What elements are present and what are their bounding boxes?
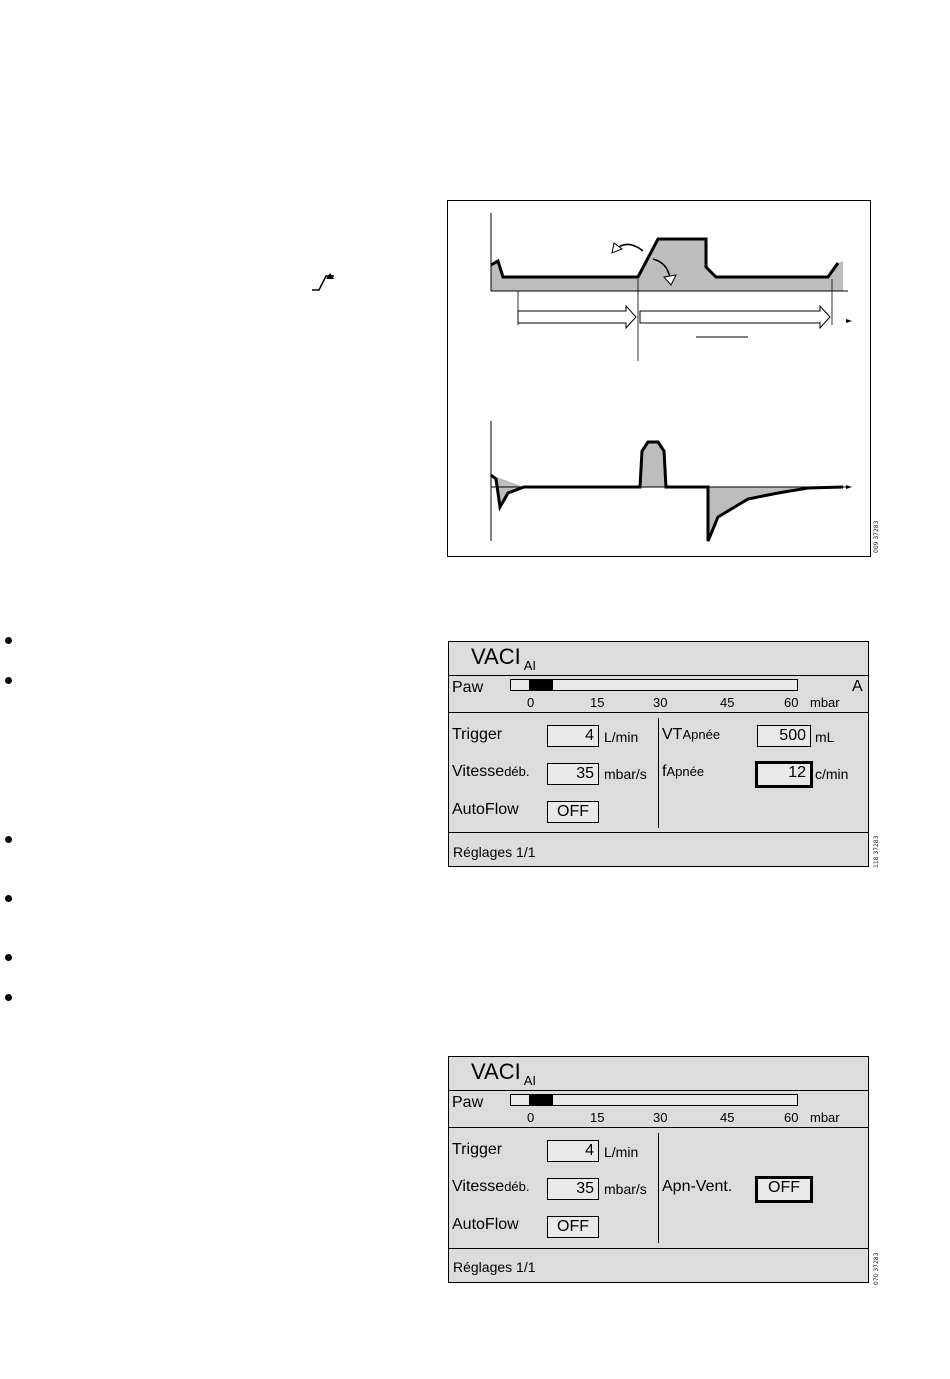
bullet-dot: [5, 637, 12, 644]
f-apnee-unit: c/min: [815, 766, 849, 782]
vitesse-label: Vitessedéb.: [452, 1178, 530, 1195]
vitesse-unit: mbar/s: [604, 1181, 647, 1197]
vitesse-field[interactable]: 35: [547, 763, 599, 785]
alarm-indicator: A: [852, 678, 863, 695]
mode-title: VACI $_{AI}$: [471, 1059, 537, 1088]
settings-page-indicator: Réglages 1/1: [453, 1259, 536, 1275]
vitesse-label: Vitessedéb.: [452, 763, 530, 780]
bullet-dot: [5, 994, 12, 1001]
trigger-label: Trigger: [452, 726, 503, 743]
scale-tick: 30: [653, 695, 668, 710]
vitesse-unit: mbar/s: [604, 766, 647, 782]
trigger-field[interactable]: 4: [547, 725, 599, 747]
scale-tick: 60: [784, 695, 799, 710]
scale-tick: 15: [590, 1110, 605, 1125]
autoflow-label: AutoFlow: [452, 801, 519, 818]
autoflow-field[interactable]: OFF: [547, 801, 599, 823]
scale-unit: mbar: [810, 1110, 840, 1125]
settings-screen-1: [448, 641, 869, 867]
figure-code: 118 37283: [873, 835, 880, 868]
apnea-ventilation-field[interactable]: OFF: [755, 1176, 813, 1203]
trigger-field[interactable]: 4: [547, 1140, 599, 1162]
paw-bar-fill: [529, 1095, 553, 1105]
paw-bar: [510, 679, 798, 691]
scale-tick: 15: [590, 695, 605, 710]
f-apnee-label: fApnée: [662, 763, 705, 780]
paw-bar: [510, 1094, 798, 1106]
apnea-ventilation-label: Apn-Vent.: [662, 1178, 733, 1195]
vt-apnee-unit: mL: [815, 729, 835, 745]
ventilation-waveform-diagram: [447, 200, 871, 557]
scale-tick: 45: [720, 695, 735, 710]
autoflow-field[interactable]: OFF: [547, 1216, 599, 1238]
vitesse-field[interactable]: 35: [547, 1178, 599, 1200]
pressure-ramp-icon: [310, 270, 340, 292]
figure-code: 070 37283: [873, 1252, 880, 1285]
scale-tick: 0: [527, 695, 535, 710]
vt-apnee-field[interactable]: 500: [757, 725, 811, 747]
f-apnee-field[interactable]: 12: [755, 761, 813, 788]
settings-screen-2: [448, 1056, 869, 1283]
trigger-unit: L/min: [604, 1144, 639, 1160]
scale-tick: 30: [653, 1110, 668, 1125]
paw-bar-fill: [529, 680, 553, 690]
paw-label: Paw: [452, 679, 484, 696]
bullet-dot: [5, 954, 12, 961]
figure-code: 009 37283: [873, 520, 880, 553]
vt-apnee-label: VTApnée: [662, 726, 721, 743]
bullet-dot: [5, 836, 12, 843]
scale-tick: 60: [784, 1110, 799, 1125]
trigger-unit: L/min: [604, 729, 639, 745]
trigger-label: Trigger: [452, 1141, 503, 1158]
mode-title: VACI $_{AI}$: [471, 644, 537, 673]
scale-unit: mbar: [810, 695, 840, 710]
scale-tick: 0: [527, 1110, 535, 1125]
autoflow-label: AutoFlow: [452, 1216, 519, 1233]
settings-page-indicator: Réglages 1/1: [453, 844, 536, 860]
scale-tick: 45: [720, 1110, 735, 1125]
bullet-dot: [5, 677, 12, 684]
paw-label: Paw: [452, 1094, 484, 1111]
bullet-dot: [5, 895, 12, 902]
